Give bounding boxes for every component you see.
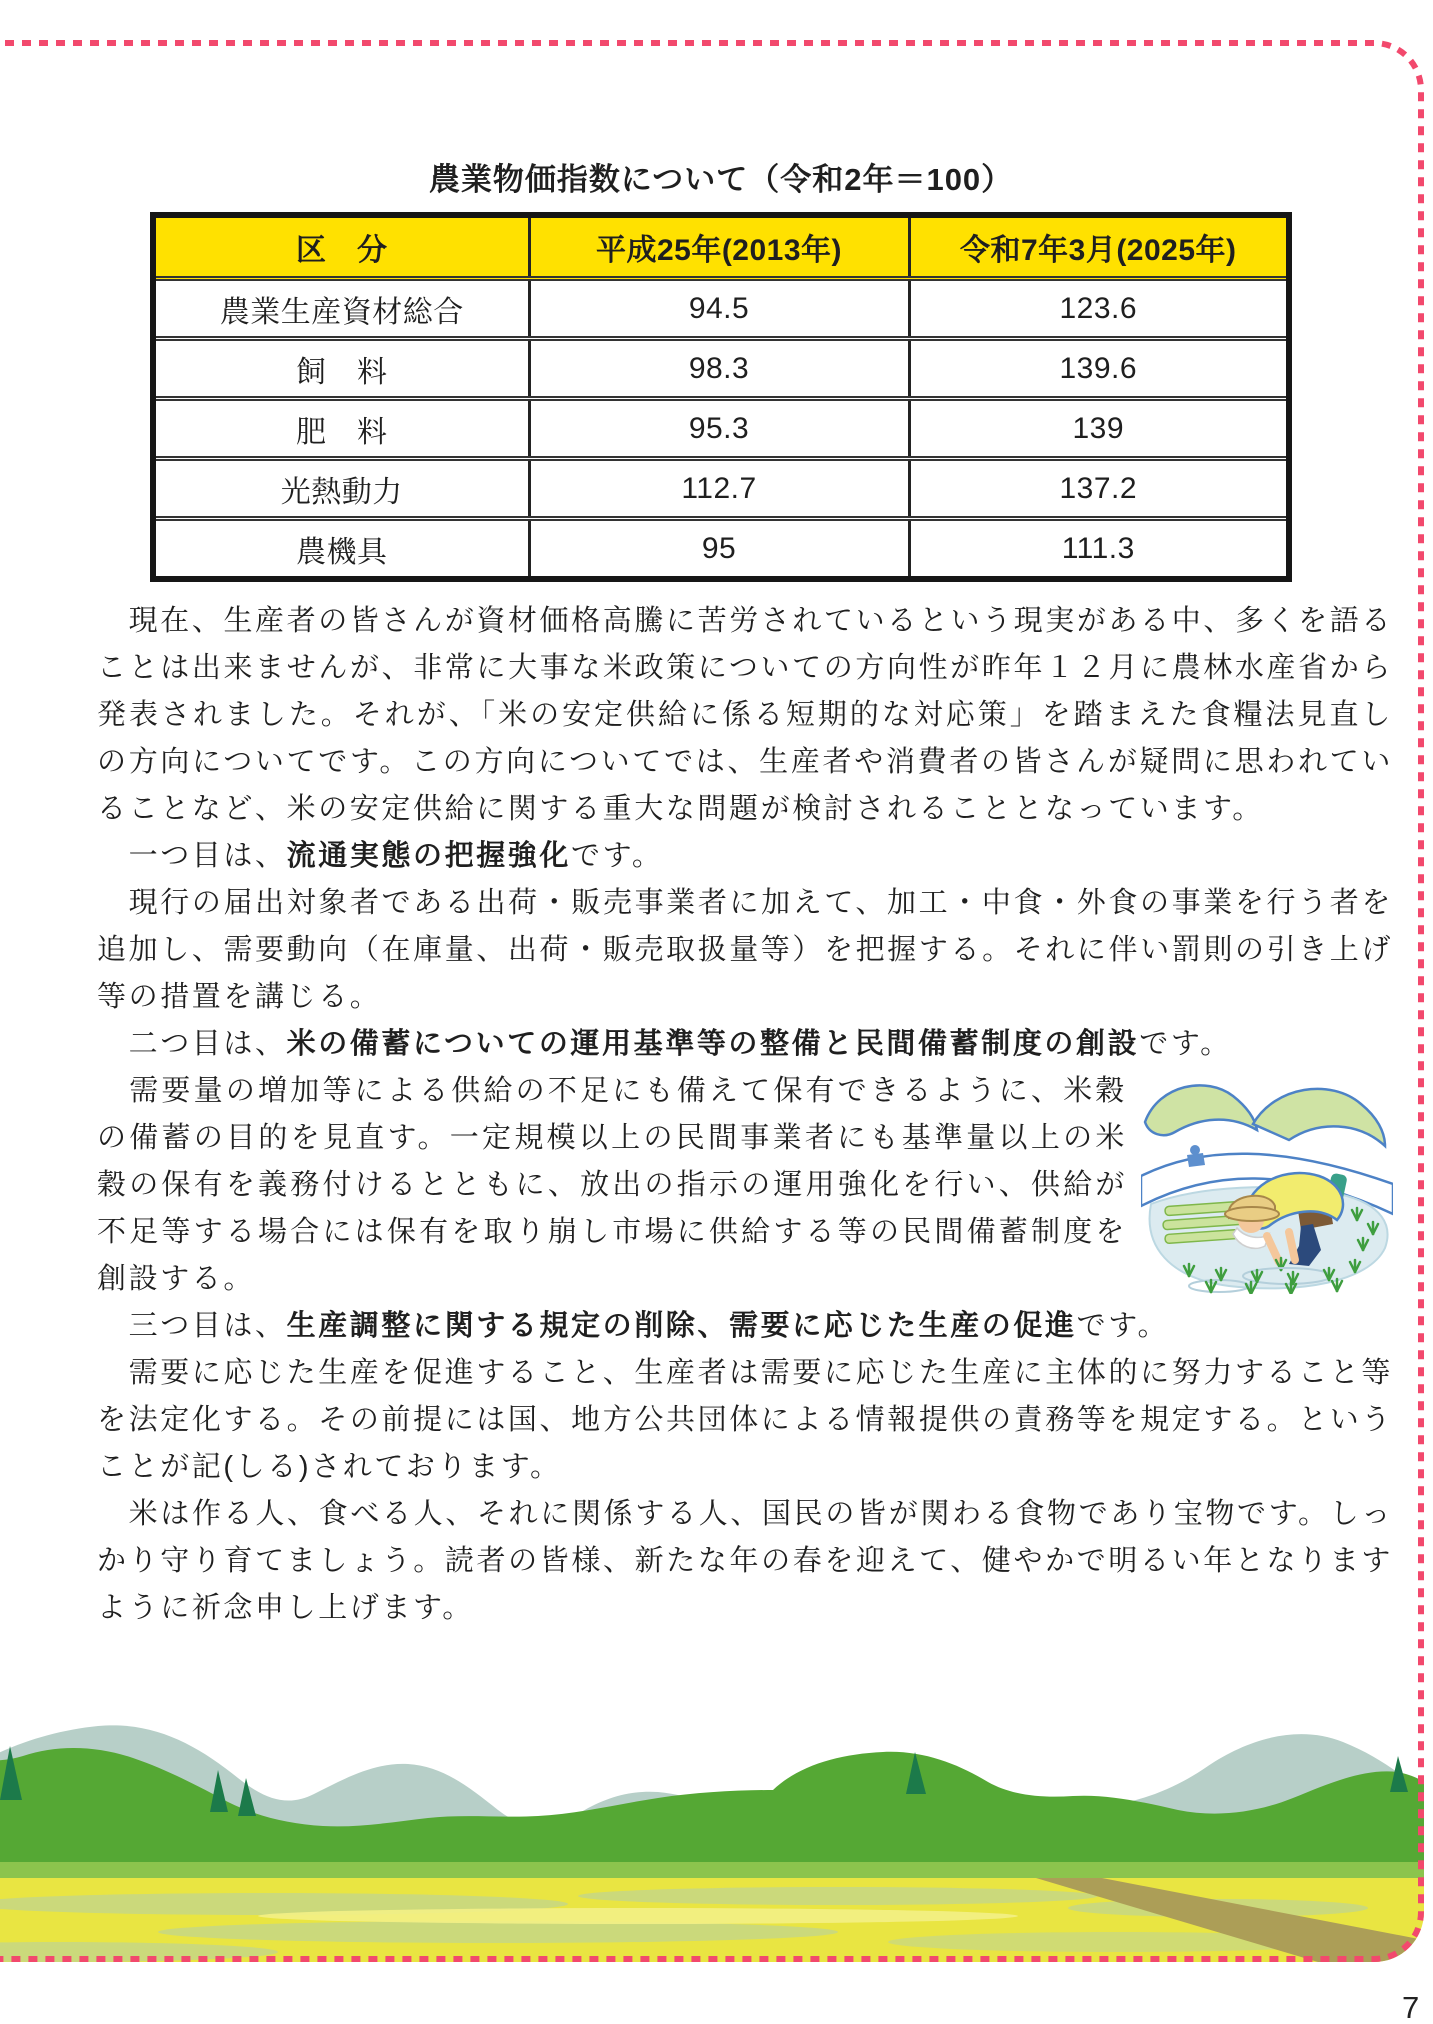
body-text <box>97 598 1393 1632</box>
rice-field-landscape-illustration <box>0 1694 1424 1962</box>
table-header-row <box>153 215 1289 279</box>
paragraph <box>97 1021 1393 1068</box>
text-segment: です。 <box>1139 1028 1232 1060</box>
paragraph <box>97 1491 1393 1632</box>
table-cell: 137.2 <box>909 459 1289 519</box>
table-header-cell: 令和7年3月(2025年) <box>909 215 1289 279</box>
table-row <box>153 399 1289 459</box>
table-title: 農業物価指数について（令和2年＝100） <box>428 162 1014 197</box>
table-cell: 139 <box>909 399 1289 459</box>
table-cell: 139.6 <box>909 339 1289 399</box>
text-segment: です。 <box>571 840 664 872</box>
table-cell: 肥 料 <box>153 399 529 459</box>
table-cell: 光熱動力 <box>153 459 529 519</box>
text-segment: 現在、生産者の皆さんが資材価格高騰に苦労されているという現実がある中、多くを語ることは出来ませんが、非常に大事な米政策についての方向性が昨年１２月に農林水産省から発表されました。それが、「米の安定供給に係る短期的な対応策」を踏まえた食糧法見直しの方向についてです。この方向についてでは、生産者や消費者の皆さんが疑問に思われていることなど、米の安定供給に関する重大な問題が検討されることとなっています。 <box>97 605 1393 825</box>
table-row <box>153 339 1289 399</box>
paragraph <box>97 833 1393 880</box>
table-header-cell: 区 分 <box>153 215 529 279</box>
farmer-illustration-svg <box>1141 1064 1393 1294</box>
text-segment: です。 <box>1076 1310 1170 1342</box>
table-cell: 農業生産資材総合 <box>153 279 529 339</box>
table-cell: 98.3 <box>529 339 909 399</box>
text-segment: 需要に応じた生産を促進すること、生産者は需要に応じた生産に主体的に努力すること等を法定化する。その前提には国、地方公共団体による情報提供の責務等を規定する。ということが記(しる)されております。 <box>97 1357 1393 1483</box>
bold-text-segment: 生産調整に関する規定の削除、需要に応じた生産の促進 <box>286 1310 1077 1342</box>
table-cell: 112.7 <box>529 459 909 519</box>
price-index-table <box>150 212 1292 582</box>
farmer-planting-rice-illustration <box>1141 1064 1393 1294</box>
text-segment: 需要量の増加等による供給の不足にも備えて保有できるように、米穀の備蓄の目的を見直す。一定規模以上の民間事業者にも基準量以上の米穀の保有を義務付けるとともに、放出の指示の運用強化を行い、供給が不足等する場合には保有を取り崩し市場に供給する等の民間備蓄制度を創設する。 <box>97 1075 1127 1295</box>
table-row <box>153 459 1289 519</box>
paragraph <box>97 880 1393 1021</box>
table-cell: 95.3 <box>529 399 909 459</box>
paragraph <box>97 598 1393 833</box>
table-cell: 111.3 <box>909 519 1289 580</box>
table-cell: 飼 料 <box>153 339 529 399</box>
bold-text-segment: 米の備蓄についての運用基準等の整備と民間備蓄制度の創設 <box>286 1028 1140 1060</box>
table-row <box>153 519 1289 580</box>
text-segment: 三つ目は、 <box>97 1310 287 1342</box>
text-segment: 二つ目は、 <box>97 1028 287 1060</box>
text-segment: 一つ目は、 <box>97 840 287 872</box>
table-cell: 農機具 <box>153 519 529 580</box>
table-row <box>153 279 1289 339</box>
text-segment: 米は作る人、食べる人、それに関係する人、国民の皆が関わる食物であり宝物です。しっかり守り育てましょう。読者の皆様、新たな年の春を迎えて、健やかで明るい年となりますように祈念申し上げます。 <box>97 1498 1393 1624</box>
table-cell: 95 <box>529 519 909 580</box>
text-segment: 現行の届出対象者である出荷・販売事業者に加えて、加工・中食・外食の事業を行う者を追加し、需要動向（在庫量、出荷・販売取扱量等）を把握する。それに伴い罰則の引き上げ等の措置を講じる。 <box>97 887 1393 1013</box>
paragraph <box>97 1303 1393 1350</box>
table-cell: 94.5 <box>529 279 909 339</box>
page-number: 7 <box>1402 1990 1420 2024</box>
paragraph <box>97 1350 1393 1491</box>
paragraph <box>97 1068 1393 1303</box>
table-cell: 123.6 <box>909 279 1289 339</box>
table-header-cell: 平成25年(2013年) <box>529 215 909 279</box>
bold-text-segment: 流通実態の把握強化 <box>286 840 572 872</box>
